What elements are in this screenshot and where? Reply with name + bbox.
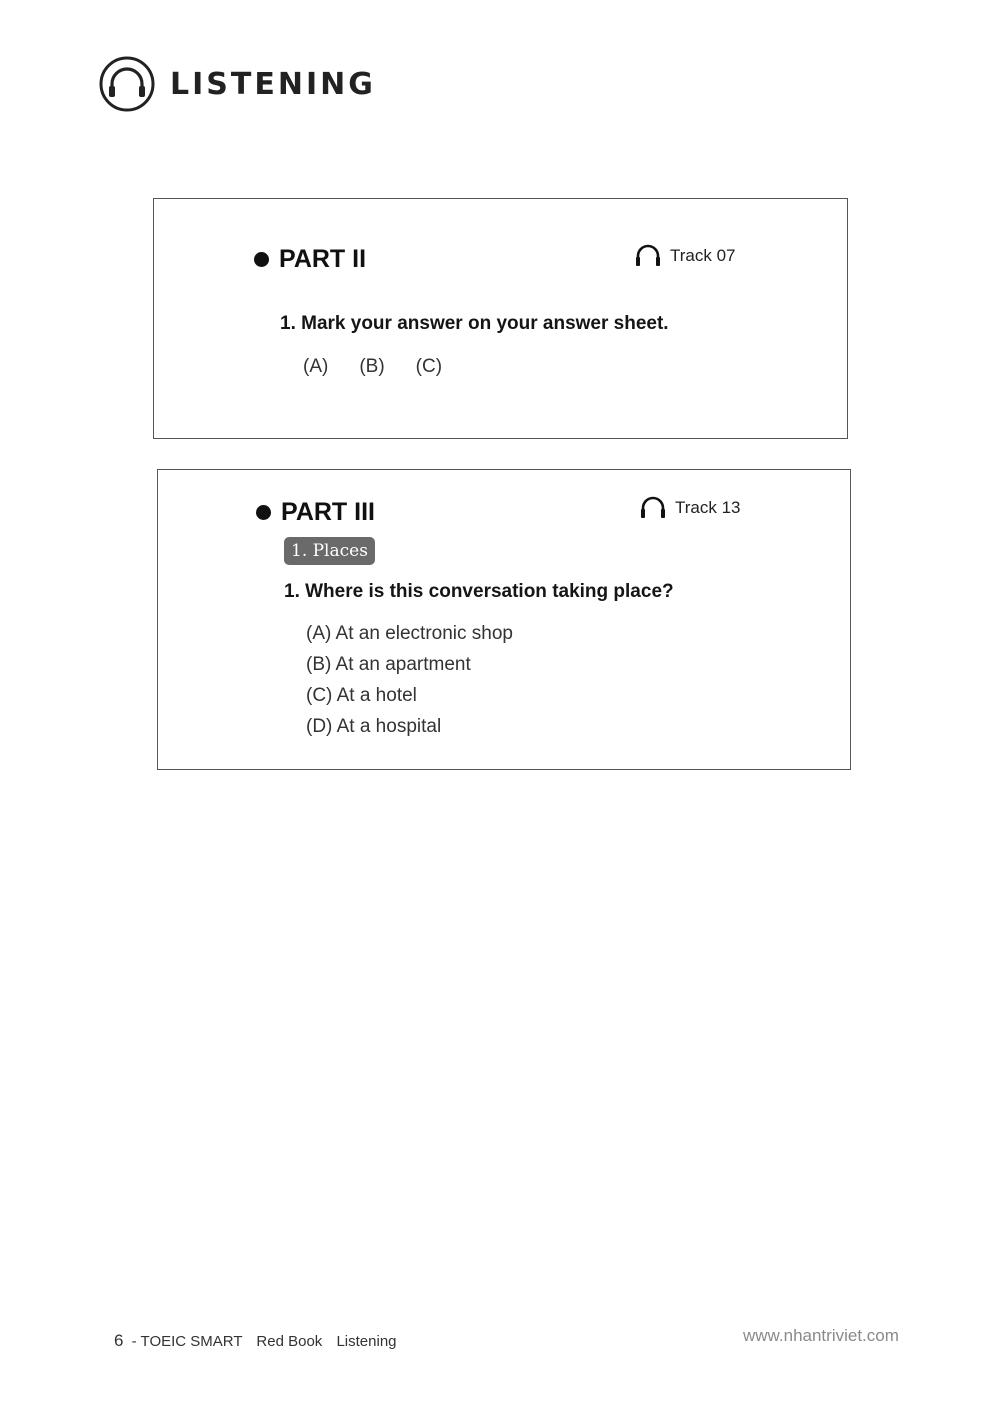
page-number: 6 — [114, 1331, 124, 1350]
part3-box — [157, 469, 851, 770]
part2-title: PART II — [279, 245, 367, 273]
bullet-icon — [254, 252, 269, 267]
footer-section: Listening — [336, 1333, 397, 1350]
part2-track-label: Track 07 — [670, 246, 736, 265]
footer-website: www.nhantriviet.com — [743, 1326, 899, 1345]
part3-question: 1. Where is this conversation taking place? — [284, 581, 674, 602]
footer-edition: Red Book — [256, 1333, 323, 1350]
part3-track — [639, 495, 741, 521]
part3-track-label: Track 13 — [675, 498, 741, 517]
headphones-icon — [639, 495, 667, 521]
page-title: LISTENING — [170, 66, 376, 102]
answer-option-b[interactable]: (B) — [359, 356, 385, 377]
answer-option-a[interactable]: (A) At an electronic shop — [306, 623, 513, 644]
part2-heading — [254, 245, 366, 274]
answer-option-d[interactable]: (D) At a hospital — [306, 716, 442, 737]
headphones-icon — [98, 55, 156, 113]
answer-option-a[interactable]: (A) — [303, 356, 329, 377]
page-footer — [114, 1331, 397, 1351]
part2-box — [153, 198, 848, 439]
answer-option-c[interactable]: (C) At a hotel — [306, 685, 417, 706]
part3-heading — [256, 498, 375, 527]
answer-option-b[interactable]: (B) At an apartment — [306, 654, 471, 675]
part3-title: PART III — [281, 498, 375, 526]
page-header — [98, 55, 376, 113]
headphones-icon — [634, 243, 662, 269]
bullet-icon — [256, 505, 271, 520]
part2-options — [303, 356, 473, 378]
answer-option-c[interactable]: (C) — [415, 356, 443, 377]
part3-options — [306, 621, 513, 745]
footer-book: TOEIC SMART — [140, 1333, 243, 1350]
part2-track — [634, 243, 736, 269]
part2-question: 1. Mark your answer on your answer sheet. — [280, 313, 669, 334]
footer-dash: - — [131, 1333, 137, 1350]
category-tag: 1. Places — [284, 537, 375, 565]
